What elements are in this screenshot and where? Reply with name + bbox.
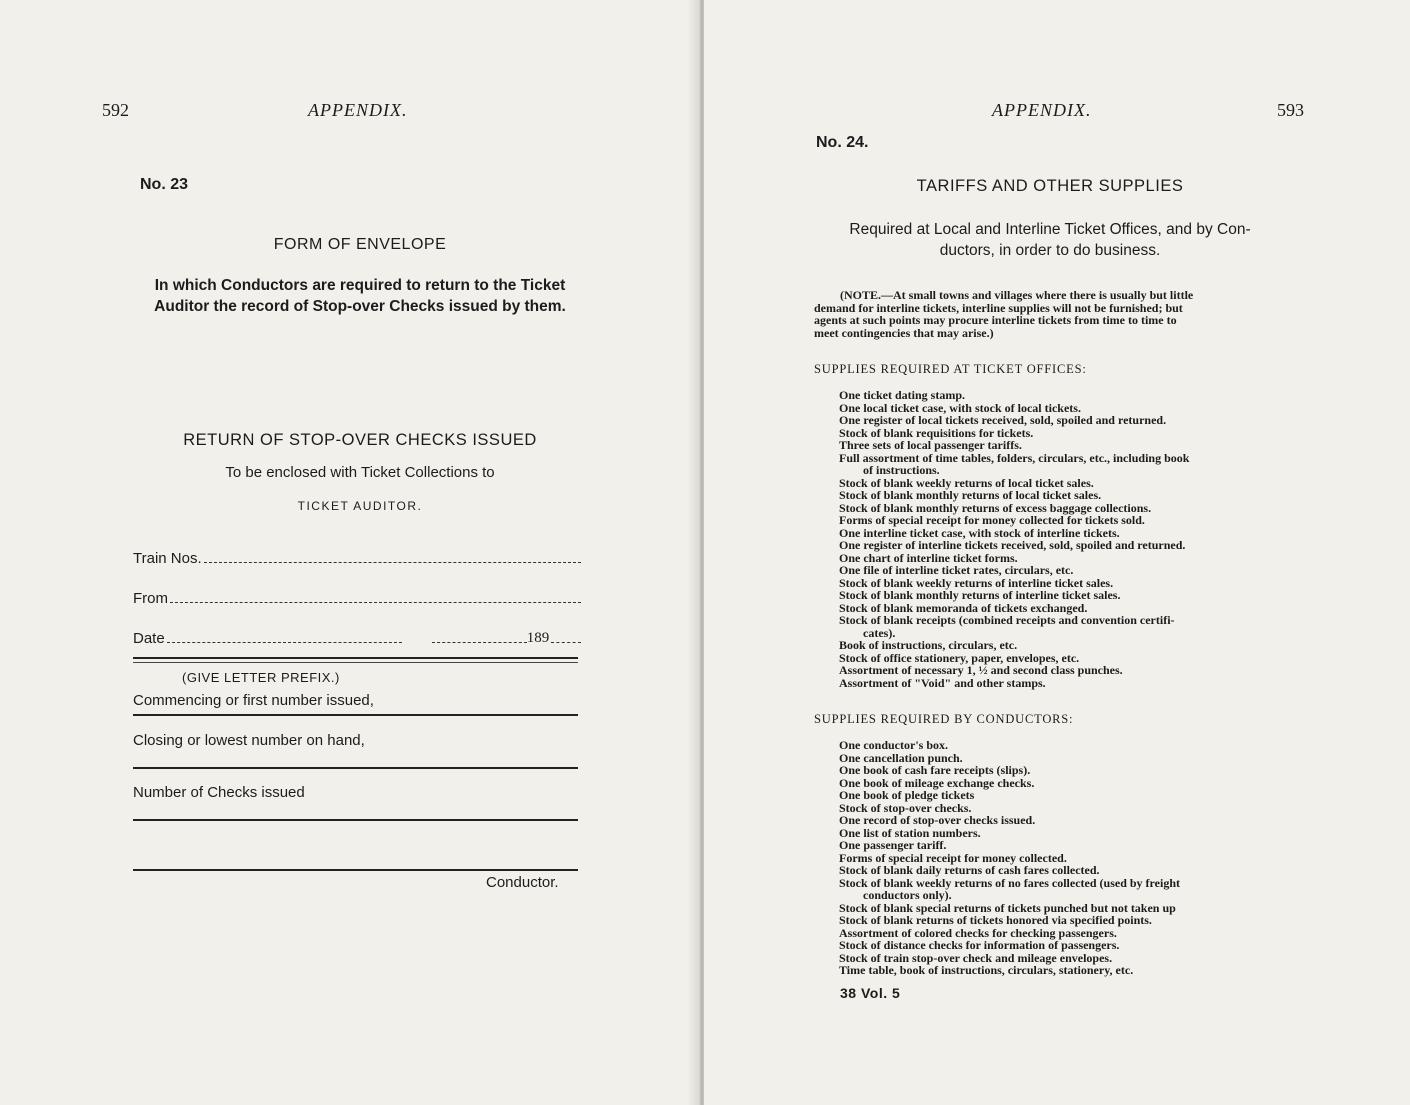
form-description — [120, 275, 600, 317]
list-item: Stock of blank weekly returns of interline ticket sales. — [839, 575, 1114, 590]
date-label: Date — [133, 630, 165, 647]
note-line: meet contingencies that may arise.) — [814, 325, 994, 340]
double-rule-bottom — [133, 662, 578, 663]
list-item: One book of pledge tickets — [839, 788, 975, 802]
required-line: Required at Local and Interline Ticket Offices, and by Con- — [849, 221, 1251, 238]
list-item: Stock of train stop-over check and mileage envelopes. — [839, 950, 1113, 965]
list-item: Stock of blank requisitions for tickets. — [839, 425, 1034, 440]
list-item: One file of interline ticket rates, circulars, etc. — [839, 563, 1074, 577]
list-item: Stock of stop-over checks. — [839, 800, 972, 815]
running-head-right: APPENDIX. — [992, 100, 1092, 120]
day-line — [432, 642, 527, 643]
list-item: Stock of blank memoranda of tickets exchanged. — [839, 600, 1088, 615]
train-nos-line — [204, 562, 581, 563]
list-item: Stock of blank special returns of tickets punched but not taken up — [839, 900, 1176, 915]
conductor-list — [839, 739, 1289, 977]
addressee: TICKET AUDITOR. — [297, 499, 423, 513]
enclose-line: To be enclosed with Ticket Collections to — [225, 464, 495, 481]
from-line — [170, 602, 581, 603]
list-item: One conductor's box. — [839, 738, 949, 752]
closing-rule — [133, 767, 578, 769]
train-nos-field — [133, 547, 581, 567]
number-rule — [133, 819, 578, 821]
running-head-left: APPENDIX. — [308, 100, 408, 120]
list-item: Stock of blank returns of tickets honored via specified points. — [839, 913, 1152, 927]
closing-label: Closing or lowest number on hand, — [133, 732, 365, 749]
list-item-continuation: cates). — [863, 625, 896, 640]
description-line: Auditor the record of Stop-over Checks issued by them. — [154, 298, 566, 315]
form-title: FORM OF ENVELOPE — [273, 236, 447, 253]
conductors-heading: SUPPLIES REQUIRED BY CONDUCTORS: — [814, 712, 1074, 726]
list-item: One register of local tickets received, sold, spoiled and returned. — [839, 413, 1167, 427]
note-block — [814, 289, 1294, 339]
list-item: Stock of distance checks for information of passengers. — [839, 938, 1120, 952]
list-item: Stock of office stationery, paper, envelopes, etc. — [839, 650, 1080, 665]
list-item-continuation: of instructions. — [863, 463, 940, 477]
list-item: One ticket dating stamp. — [839, 388, 965, 402]
double-rule-top — [133, 657, 578, 659]
year-prefix: 189 — [526, 630, 550, 646]
list-item: Stock of blank weekly returns of local ticket sales. — [839, 475, 1094, 490]
give-letter-prefix: (GIVE LETTER PREFIX.) — [182, 670, 340, 685]
note-line: demand for interline tickets, interline supplies will not be furnished; but — [814, 300, 1183, 315]
list-item: One local ticket case, with stock of local tickets. — [839, 400, 1081, 415]
ticket-offices-heading: SUPPLIES REQUIRED AT TICKET OFFICES: — [814, 362, 1087, 376]
tariffs-title: TARIFFS AND OTHER SUPPLIES — [916, 177, 1184, 195]
list-item: Three sets of local passenger tariffs. — [839, 438, 1022, 452]
page-number-right: 593 — [1277, 100, 1304, 120]
list-item: Stock of blank monthly returns of interline ticket sales. — [839, 588, 1121, 602]
list-item: Stock of blank receipts (combined receipts and convention certifi- — [839, 613, 1175, 627]
commencing-rule — [133, 714, 578, 716]
form-number-24: No. 24. — [816, 134, 869, 151]
signature-rule — [133, 869, 578, 871]
list-item: One passenger tariff. — [839, 838, 947, 852]
list-item: Stock of blank daily returns of cash fares collected. — [839, 863, 1100, 877]
page-number-left: 592 — [102, 100, 129, 120]
list-item-continuation: conductors only). — [863, 888, 952, 902]
left-page — [0, 0, 700, 1105]
list-item: One book of mileage exchange checks. — [839, 775, 1035, 790]
list-item: One record of stop-over checks issued. — [839, 813, 1036, 827]
list-item: Assortment of necessary 1, ½ and second class punches. — [839, 663, 1123, 677]
list-item: One cancellation punch. — [839, 750, 963, 765]
from-label: From — [133, 590, 168, 607]
required-text — [800, 219, 1300, 261]
commencing-label: Commencing or first number issued, — [133, 692, 374, 709]
list-item: Full assortment of time tables, folders, circulars, etc., including book — [839, 450, 1190, 465]
return-title: RETURN OF STOP-OVER CHECKS ISSUED — [183, 431, 537, 449]
list-item: Stock of blank monthly returns of local ticket sales. — [839, 488, 1102, 502]
year-line — [551, 642, 581, 643]
list-item: Assortment of colored checks for checking passengers. — [839, 925, 1117, 940]
list-item: Book of instructions, circulars, etc. — [839, 638, 1018, 652]
list-item: One book of cash fare receipts (slips). — [839, 763, 1031, 777]
list-item: One chart of interline ticket forms. — [839, 550, 1018, 565]
list-item: One interline ticket case, with stock of interline tickets. — [839, 525, 1120, 540]
list-item: Assortment of "Void" and other stamps. — [839, 675, 1046, 690]
list-item: Stock of blank weekly returns of no fares collected (used by freight — [839, 875, 1180, 890]
from-field — [133, 587, 581, 607]
description-line: In which Conductors are required to return to the Ticket — [154, 277, 566, 294]
list-item: Time table, book of instructions, circulars, stationery, etc. — [839, 963, 1134, 977]
required-line: ductors, in order to do business. — [939, 242, 1161, 259]
list-item: One list of station numbers. — [839, 825, 981, 840]
note-line: (NOTE.—At small towns and villages where there is usually but little — [840, 288, 1194, 302]
form-number-23: No. 23 — [140, 176, 189, 193]
list-item: Forms of special receipt for money collected for tickets sold. — [839, 513, 1145, 527]
list-item: One register of interline tickets received, sold, spoiled and returned. — [839, 538, 1186, 552]
number-of-checks-label: Number of Checks issued — [133, 784, 305, 801]
list-item: Forms of special receipt for money collected. — [839, 850, 1067, 865]
date-line — [167, 642, 402, 643]
ticket-office-list — [839, 389, 1289, 689]
page-footer: 38 Vol. 5 — [840, 985, 901, 1001]
note-line: agents at such points may procure interline tickets from time to time to — [814, 313, 1177, 327]
list-item: Stock of blank monthly returns of excess baggage collections. — [839, 500, 1152, 515]
train-nos-label: Train Nos. — [133, 550, 202, 567]
date-field — [133, 627, 581, 647]
conductor-signature-label: Conductor. — [486, 874, 559, 891]
right-page — [704, 0, 1410, 1105]
